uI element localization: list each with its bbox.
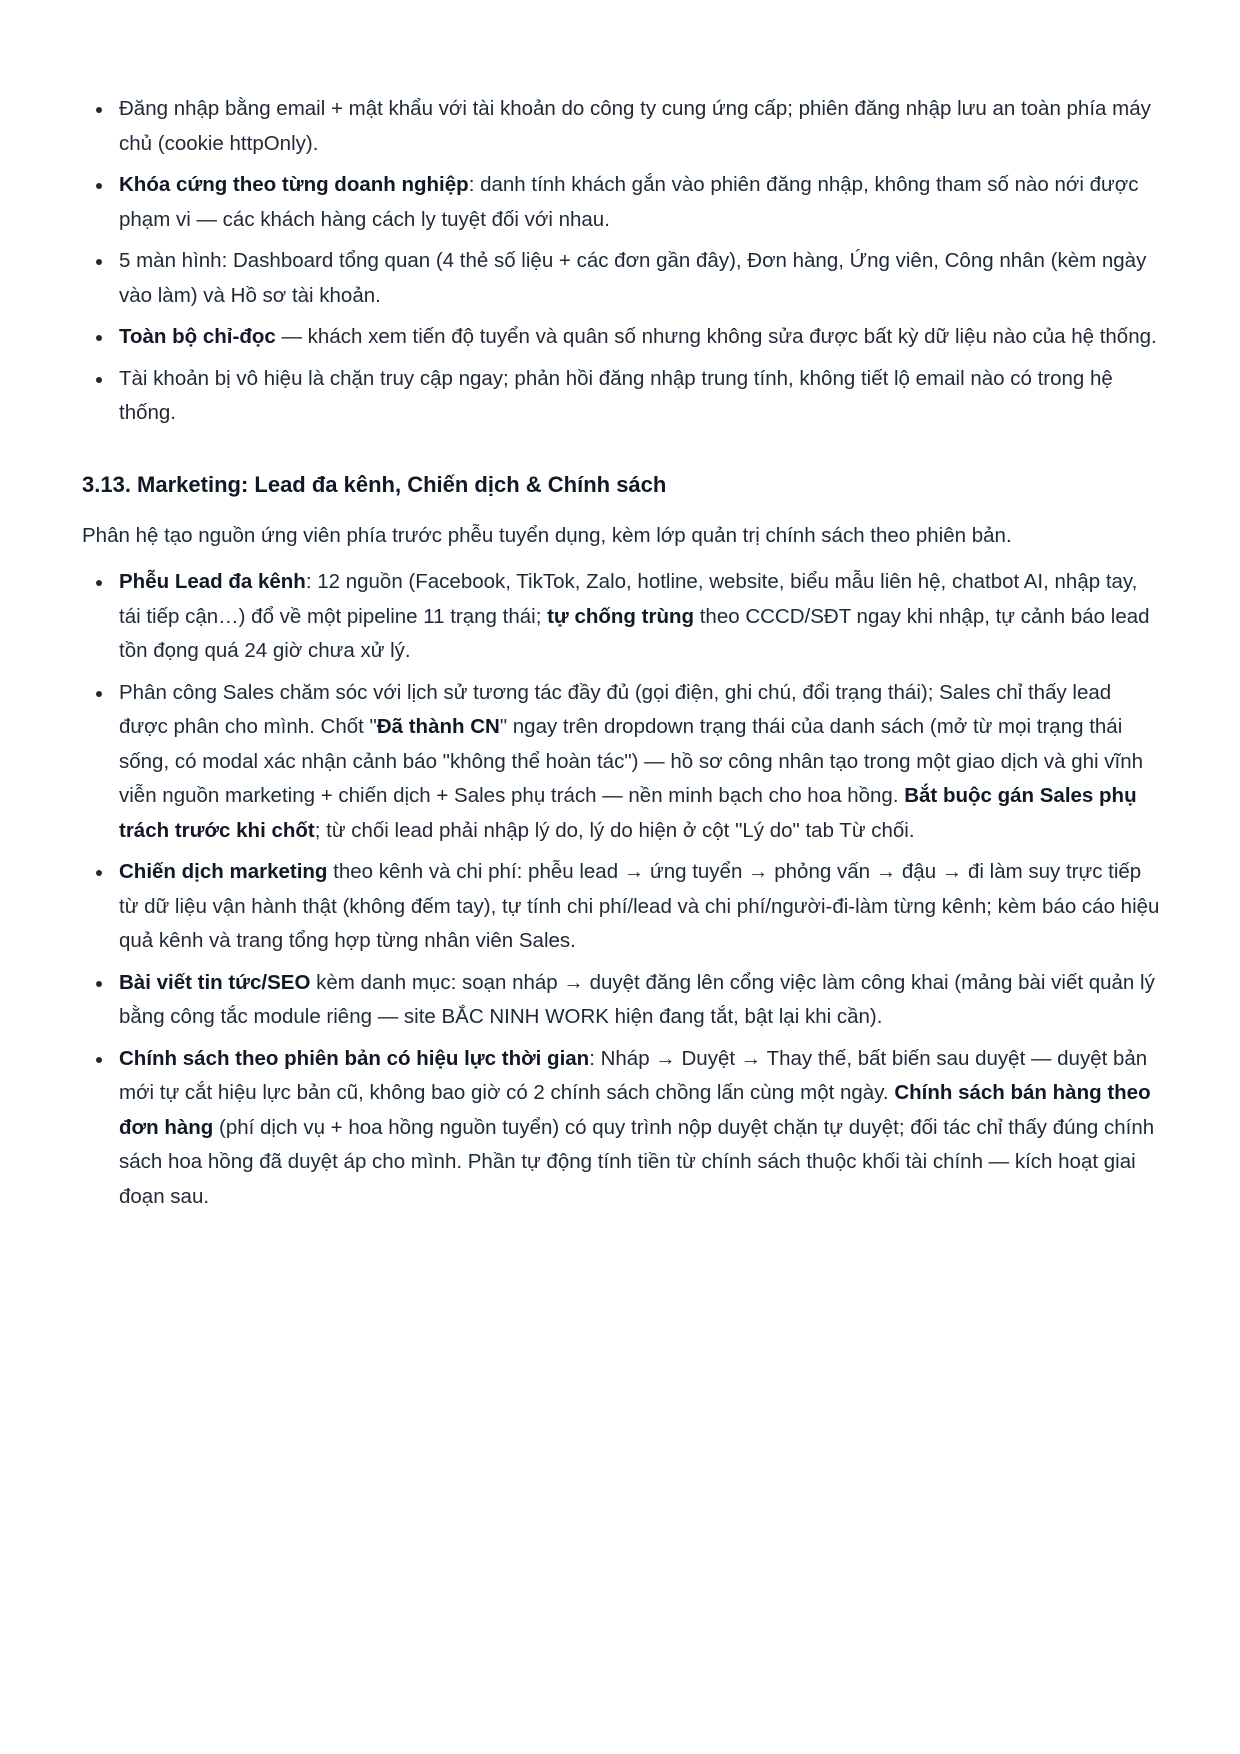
bullet-text: : Nháp → Duyệt → Thay thế, bất biến sau duyệt — duyệt bản mới tự cắt hiệu lực bản cũ, không bao giờ có 2 chính sách chồng lấn cùng một ngày. [119, 1046, 1148, 1104]
bullet-text: (phí dịch vụ + hoa hồng nguồn tuyển) có quy trình nộp duyệt chặn tự duyệt; đối tác chỉ thấy đúng chính sách hoa hồng đã duyệt áp cho mình. Phần tự động tính tiền từ chính sách thuộc khối tài chính — kích hoạt giai đoạn sau. [119, 1115, 1155, 1208]
bullet-bold-phrase: Đã thành CN [376, 715, 500, 738]
list-item [82, 168, 1162, 237]
list-item [82, 362, 1162, 431]
bullet-text: — khách xem tiến độ tuyển và quân số nhưng không sửa được bất kỳ dữ liệu nào của hệ thống. [275, 325, 1157, 348]
list-item [82, 966, 1162, 1035]
section-intro: Phân hệ tạo nguồn ứng viên phía trước phễu tuyển dụng, kèm lớp quản trị chính sách theo phiên bản. [82, 523, 1012, 547]
bullet-text: Tài khoản bị vô hiệu là chặn truy cập ngay; phản hồi đăng nhập trung tính, không tiết lộ email nào có trong hệ thống. [119, 366, 1113, 424]
bullet-bold-phrase: Chính sách bán hàng theo đơn hàng [119, 1081, 1151, 1139]
list-item [82, 676, 1162, 849]
bullet-text: " ngay trên dropdown trạng thái của danh sách (mở từ mọi trạng thái sống, có modal xác nhận cảnh báo "không thể hoàn tác") — hồ sơ công nhân tạo trong một giao dịch và ghi vĩnh viễn nguồn marketing + chiến dịch + Sales phụ trách — nền minh bạch cho hoa hồng. [119, 715, 1144, 807]
bullet-bold-phrase: tự chống trùng [547, 604, 695, 628]
section-heading: 3.13. Marketing: Lead đa kênh, Chiến dịch & Chính sách [82, 471, 667, 497]
list-item [82, 320, 1162, 355]
bullet-text: 5 màn hình: Dashboard tổng quan (4 thẻ số liệu + các đơn gần đây), Đơn hàng, Ứng viên, Công nhân (kèm ngày vào làm) và Hồ sơ tài khoản. [119, 249, 1147, 307]
bullet-bold-lead: Bài viết tin tức/SEO [119, 970, 311, 994]
bullet-text: : danh tính khách gắn vào phiên đăng nhập, không tham số nào nới được phạm vi — các khách hàng cách ly tuyệt đối với nhau. [119, 173, 1139, 231]
bullet-bold-lead: Khóa cứng theo từng doanh nghiệp [119, 173, 469, 196]
bullet-text: theo kênh và chi phí: phễu lead → ứng tuyển → phỏng vấn → đậu → đi làm suy trực tiếp từ dữ liệu vận hành thật (không đếm tay), tự tính chi phí/lead và chi phí/người-đi-làm từng kênh; kèm báo cáo hiệu quả kênh và trang tổng hợp từng nhân viên Sales. [119, 860, 1160, 952]
list-item [82, 1042, 1162, 1215]
bullet-text: ; từ chối lead phải nhập lý do, lý do hiện ở cột "Lý do" tab Từ chối. [314, 818, 915, 842]
bullet-text: : 12 nguồn (Facebook, TikTok, Zalo, hotline, website, biểu mẫu liên hệ, chatbot AI, nhập tay, tái tiếp cận…) đổ về một pipeline 11 trạng thái; [119, 570, 1138, 628]
document-page [82, 92, 1162, 1221]
bullet-bold-lead: Chính sách theo phiên bản có hiệu lực thời gian [119, 1046, 590, 1070]
bullet-bold-lead: Chiến dịch marketing [119, 860, 328, 883]
bullet-bold-lead: Toàn bộ chỉ-đọc [119, 325, 276, 348]
bullet-bold-phrase: Bắt buộc gán Sales phụ trách trước khi chốt [119, 784, 1137, 842]
access-features-list [82, 92, 1162, 431]
marketing-features-list [82, 565, 1162, 1214]
list-item [82, 565, 1162, 669]
bullet-text: theo CCCD/SĐT ngay khi nhập, tự cảnh báo lead tồn đọng quá 24 giờ chưa xử lý. [119, 604, 1150, 662]
list-item [82, 92, 1162, 161]
list-item [82, 855, 1162, 959]
bullet-text: Đăng nhập bằng email + mật khẩu với tài khoản do công ty cung ứng cấp; phiên đăng nhập lưu an toàn phía máy chủ (cookie httpOnly). [119, 97, 1151, 155]
bullet-text: Phân công Sales chăm sóc với lịch sử tương tác đầy đủ (gọi điện, ghi chú, đổi trạng thái); Sales chỉ thấy lead được phân cho mình. Chốt " [119, 680, 1112, 738]
bullet-text: kèm danh mục: soạn nháp → duyệt đăng lên cổng việc làm công khai (mảng bài viết quản lý bằng công tắc module riêng — site BẮC NINH WORK hiện đang tắt, bật lại khi cần). [119, 970, 1155, 1028]
bullet-bold-lead: Phễu Lead đa kênh [119, 570, 306, 593]
list-item [82, 244, 1162, 313]
